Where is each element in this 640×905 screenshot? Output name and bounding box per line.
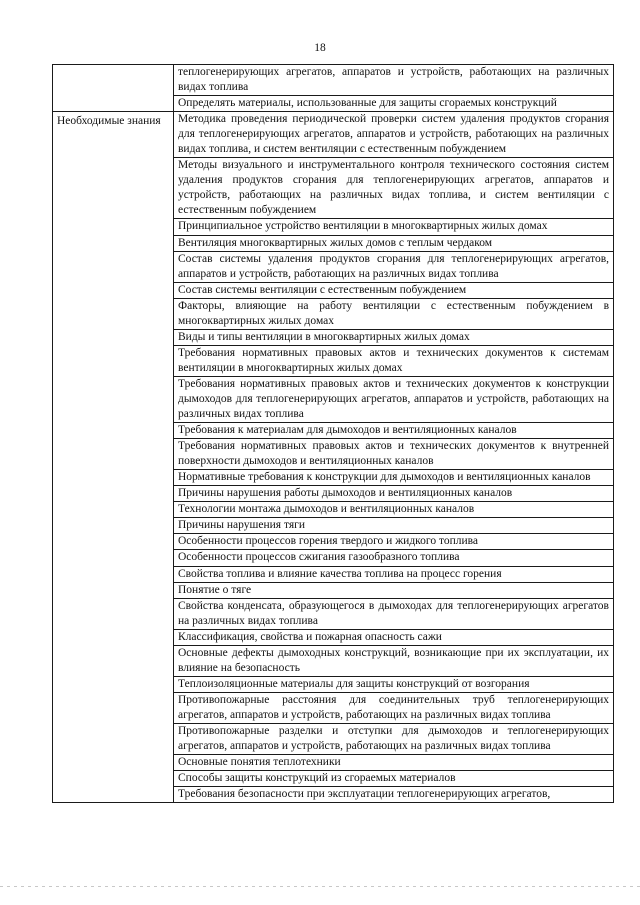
knowledge-item: Технологии монтажа дымоходов и вентиляционных каналов <box>174 502 614 518</box>
skill-item: Определять материалы, использованные для защиты сгораемых конструкций <box>174 96 614 112</box>
knowledge-item: Основные понятия теплотехники <box>174 755 614 771</box>
knowledge-item: Причины нарушения тяги <box>174 518 614 534</box>
table-row <box>53 112 614 158</box>
knowledge-item: Причины нарушения работы дымоходов и вентиляционных каналов <box>174 486 614 502</box>
knowledge-item: Принципиальное устройство вентиляции в многоквартирных жилых домах <box>174 219 614 235</box>
table-row <box>53 65 614 96</box>
page-number: 18 <box>314 42 326 54</box>
knowledge-item: Требования безопасности при эксплуатации теплогенерирующих агрегатов, <box>174 787 614 803</box>
knowledge-item: Требования к материалам для дымоходов и вентиляционных каналов <box>174 423 614 439</box>
knowledge-item: Свойства конденсата, образующегося в дымоходах для теплогенерирующих агрегатов на различных видах топлива <box>174 598 614 629</box>
knowledge-item: Понятие о тяге <box>174 582 614 598</box>
knowledge-item: Виды и типы вентиляции в многоквартирных жилых домах <box>174 329 614 345</box>
competency-table <box>52 64 614 803</box>
knowledge-item: Требования нормативных правовых актов и технических документов к системам вентиляции в многоквартирных жилых домах <box>174 345 614 376</box>
skill-item: теплогенерирующих агрегатов, аппаратов и устройств, работающих на различных видах топлива <box>174 65 614 96</box>
knowledge-item: Противопожарные расстояния для соединительных труб теплогенерирующих агрегатов, аппаратов и устройств, работающих на различных видах топлива <box>174 692 614 723</box>
knowledge-item: Теплоизоляционные материалы для защиты конструкций от возгорания <box>174 676 614 692</box>
knowledge-label-cell: Необходимые знания <box>53 112 174 803</box>
knowledge-item: Классификация, свойства и пожарная опасность сажи <box>174 629 614 645</box>
knowledge-item: Особенности процессов сжигания газообразного топлива <box>174 550 614 566</box>
knowledge-item: Требования нормативных правовых актов и технических документов к конструкции дымоходов для теплогенерирующих агрегатов, аппаратов и устройств, работающих на различных видах топлива <box>174 376 614 422</box>
knowledge-item: Вентиляция многоквартирных жилых домов с теплым чердаком <box>174 235 614 251</box>
knowledge-item: Факторы, влияющие на работу вентиляции с естественным побуждением в многоквартирных жилых домах <box>174 298 614 329</box>
knowledge-item: Свойства топлива и влияние качества топлива на процесс горения <box>174 566 614 582</box>
scan-edge-divider <box>0 886 640 887</box>
knowledge-item: Особенности процессов горения твердого и жидкого топлива <box>174 534 614 550</box>
table-body <box>53 65 614 803</box>
knowledge-item: Основные дефекты дымоходных конструкций, возникающие при их эксплуатации, их влияние на безопасность <box>174 645 614 676</box>
knowledge-item: Способы защиты конструкций из сгораемых материалов <box>174 771 614 787</box>
knowledge-item: Требования нормативных правовых актов и технических документов к внутренней поверхности дымоходов и вентиляционных каналов <box>174 439 614 470</box>
knowledge-item: Противопожарные разделки и отступки для дымоходов и теплогенерирующих агрегатов, аппаратов и устройств, работающих на различных видах топлива <box>174 723 614 754</box>
knowledge-item: Нормативные требования к конструкции для дымоходов и вентиляционных каналов <box>174 470 614 486</box>
skills-label-cell <box>53 65 174 112</box>
knowledge-item: Состав системы вентиляции с естественным побуждением <box>174 282 614 298</box>
knowledge-item: Методика проведения периодической проверки систем удаления продуктов сгорания для теплогенерирующих агрегатов, аппаратов и устройств, работающих на различных видах топлива, и систем вентиляции с естественным побуждением <box>174 112 614 158</box>
knowledge-item: Состав системы удаления продуктов сгорания для теплогенерирующих агрегатов, аппаратов и устройств, работающих на различных видах топлива <box>174 251 614 282</box>
knowledge-item: Методы визуального и инструментального контроля технического состояния систем удаления продуктов сгорания для теплогенерирующих агрегатов, аппаратов и устройств, работающих на различных видах топлива, и систем вентиляции с естественным побуждением <box>174 158 614 219</box>
